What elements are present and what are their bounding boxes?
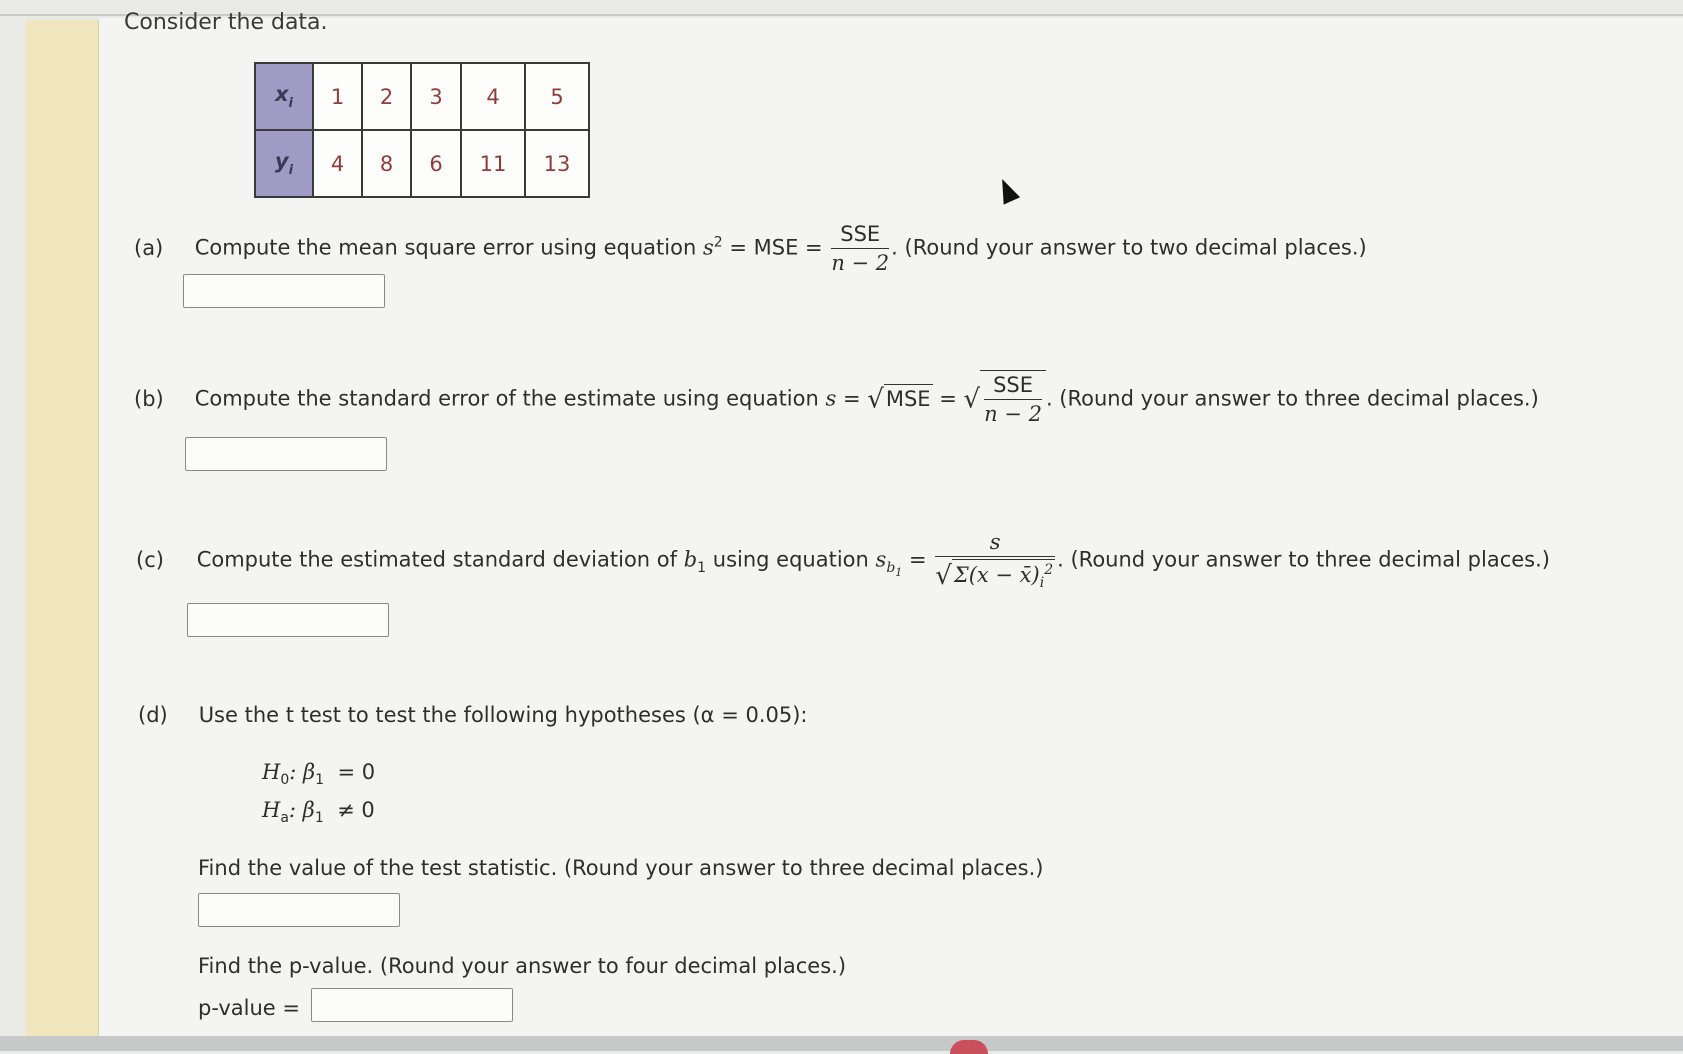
answer-c-input[interactable] — [187, 603, 389, 637]
sqrt-icon: √ — [963, 384, 981, 415]
table-cell: 1 — [313, 63, 362, 130]
math-s: s — [702, 235, 714, 260]
answer-a-input[interactable] — [183, 274, 385, 308]
table-cell: 8 — [362, 130, 411, 197]
left-stripe — [26, 20, 99, 1040]
question-text: Use the t test to test the following hypotheses (α = 0.05): — [198, 703, 808, 727]
question-label: (d) — [138, 703, 168, 727]
question-note: . (Round your answer to three decimal places.) — [1045, 386, 1539, 411]
table-cell: 2 — [362, 63, 411, 130]
math-s: s — [825, 386, 837, 411]
fraction: $\frac{\text{SSE}}{n - 2}$ — [831, 222, 890, 275]
math-eq: = — [908, 547, 927, 572]
fraction: $\frac{s}{√\Sigma(x - x̄)_i^2}$ — [935, 530, 1054, 592]
math-b: b — [683, 547, 698, 572]
x-header: $x_i$ — [255, 63, 313, 130]
table-row — [255, 63, 589, 130]
question-text: Compute the standard error of the estimate using equation — [194, 386, 819, 411]
question-label: (a) — [134, 235, 164, 260]
hypothesis-null: $H_0$: $\beta_1 = 0$ — [262, 760, 376, 789]
hypothesis-alt: $H_a$: $\beta_1 \ne 0$ — [262, 798, 375, 827]
table-cell: 4 — [461, 63, 525, 130]
table-cell: 5 — [525, 63, 589, 130]
table-cell: 4 — [313, 130, 362, 197]
sqrt-body: $\frac{\text{SSE}}{n - 2}$ — [980, 370, 1046, 426]
table-cell: 13 — [525, 130, 589, 197]
question-text: using equation — [712, 547, 869, 572]
question-d — [138, 703, 808, 727]
p-value-label: p-value = — [198, 996, 300, 1020]
bottom-bar — [0, 1036, 1683, 1051]
p-value-input[interactable] — [311, 988, 513, 1022]
table-cell: 3 — [411, 63, 461, 130]
math-eq: = — [939, 386, 957, 411]
question-label: (c) — [136, 547, 164, 572]
answer-b-input[interactable] — [185, 437, 387, 471]
question-c: (c) Compute the estimated standard deviation of $b_1$ using equation $s_{b_1}$ = $\frac{s}{√\Sigma(x - x̄)_i^2}$ . (Round your answer to three decimal places.) — [136, 530, 1550, 592]
table-cell: 11 — [461, 130, 525, 197]
math-eq: = MSE = — [729, 235, 823, 260]
question-a — [134, 222, 1367, 275]
math-exponent: 2 — [713, 234, 723, 251]
math-s: s — [875, 547, 887, 572]
y-header: $y_i$ — [255, 130, 313, 197]
question-b — [134, 370, 1539, 426]
question-label: (b) — [134, 386, 164, 411]
question-note: . (Round your answer to three decimal places.) — [1057, 547, 1550, 572]
question-text: Compute the mean square error using equation — [194, 235, 697, 260]
test-statistic-input[interactable] — [198, 893, 400, 927]
table-cell: 6 — [411, 130, 461, 197]
table-row — [255, 130, 589, 197]
p-value-prompt: Find the p-value. (Round your answer to four decimal places.) — [198, 954, 847, 978]
red-indicator — [950, 1040, 988, 1054]
math-mse: MSE — [884, 384, 933, 411]
question-note: . (Round your answer to two decimal places.) — [891, 235, 1367, 260]
data-table — [254, 62, 590, 198]
test-statistic-prompt: Find the value of the test statistic. (Round your answer to three decimal places.) — [198, 856, 1044, 880]
question-text: Compute the estimated standard deviation of — [196, 547, 678, 572]
math-eq: = — [842, 386, 861, 411]
sqrt-icon: √ — [867, 384, 884, 415]
intro-text: Consider the data. — [124, 10, 328, 35]
